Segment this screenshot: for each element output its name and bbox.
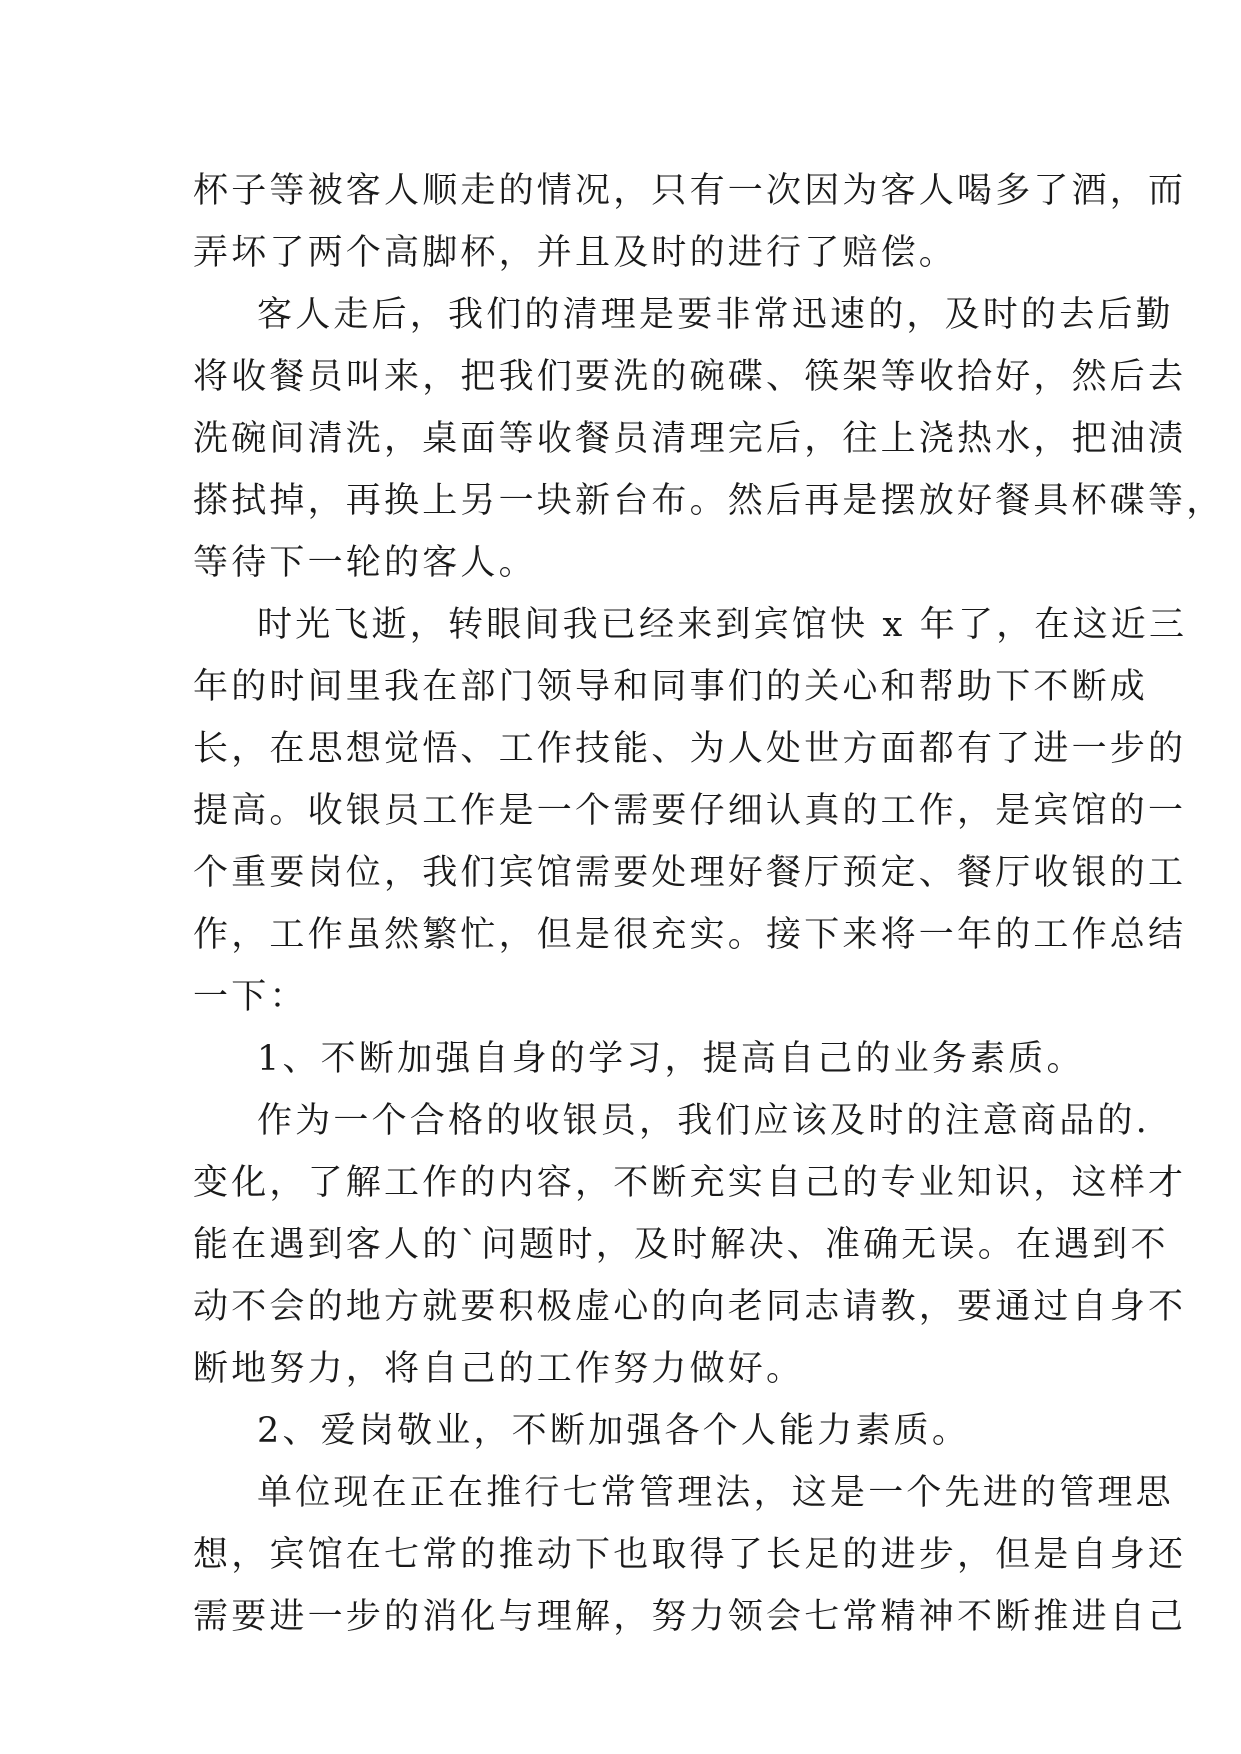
- text-line: 动不会的地方就要积极虚心的向老同志请教，要通过自身不: [193, 1287, 1187, 1327]
- text-line: 能在遇到客人的`问题时，及时解决、准确无误。在遇到不: [193, 1225, 1169, 1265]
- text-line: 洗碗间清洗，桌面等收餐员清理完后，往上浇热水，把油渍: [193, 419, 1187, 459]
- paragraph-start-line: 客人走后，我们的清理是要非常迅速的，及时的去后勤: [257, 295, 1174, 335]
- text-line: 长，在思想觉悟、工作技能、为人处世方面都有了进一步的: [193, 729, 1187, 769]
- text-line: 将收餐员叫来，把我们要洗的碗碟、筷架等收拾好，然后去: [193, 357, 1187, 397]
- text-line: 变化，了解工作的内容，不断充实自己的专业知识，这样才: [193, 1163, 1187, 1203]
- text-line: 想，宾馆在七常的推动下也取得了长足的进步，但是自身还: [193, 1535, 1187, 1575]
- text-line: 等待下一轮的客人。: [193, 543, 537, 583]
- text-line: 弄坏了两个高脚杯，并且及时的进行了赔偿。: [193, 233, 958, 273]
- paragraph-start-line: 作为一个合格的收银员，我们应该及时的注意商品的.: [257, 1101, 1150, 1141]
- text-line: 需要进一步的消化与理解，努力领会七常精神不断推进自己: [193, 1597, 1187, 1637]
- text-line: 杯子等被客人顺走的情况，只有一次因为客人喝多了酒，而: [193, 171, 1187, 211]
- text-line: 提高。收银员工作是一个需要仔细认真的工作，是宾馆的一: [193, 791, 1187, 831]
- paragraph-start-line: 单位现在正在推行七常管理法，这是一个先进的管理思: [257, 1473, 1174, 1513]
- text-line: 一下：: [193, 977, 308, 1017]
- text-line: 个重要岗位，我们宾馆需要处理好餐厅预定、餐厅收银的工: [193, 853, 1187, 893]
- text-line: 断地努力，将自己的工作努力做好。: [193, 1349, 805, 1389]
- section-heading-2: 2、爱岗敬业，不断加强各个人能力素质。: [257, 1411, 971, 1451]
- text-line: 年的时间里我在部门领导和同事们的关心和帮助下不断成: [193, 667, 1149, 707]
- text-line: 作，工作虽然繁忙，但是很充实。接下来将一年的工作总结: [193, 915, 1187, 955]
- section-heading-1: 1、不断加强自身的学习，提高自己的业务素质。: [257, 1039, 1085, 1079]
- body-text: [193, 160, 1225, 1648]
- text-line: 搽拭掉，再换上另一块新台布。然后再是摆放好餐具杯碟等，: [193, 481, 1225, 521]
- paragraph-start-line: 时光飞逝，转眼间我已经来到宾馆快 x 年了，在这近三: [257, 605, 1188, 645]
